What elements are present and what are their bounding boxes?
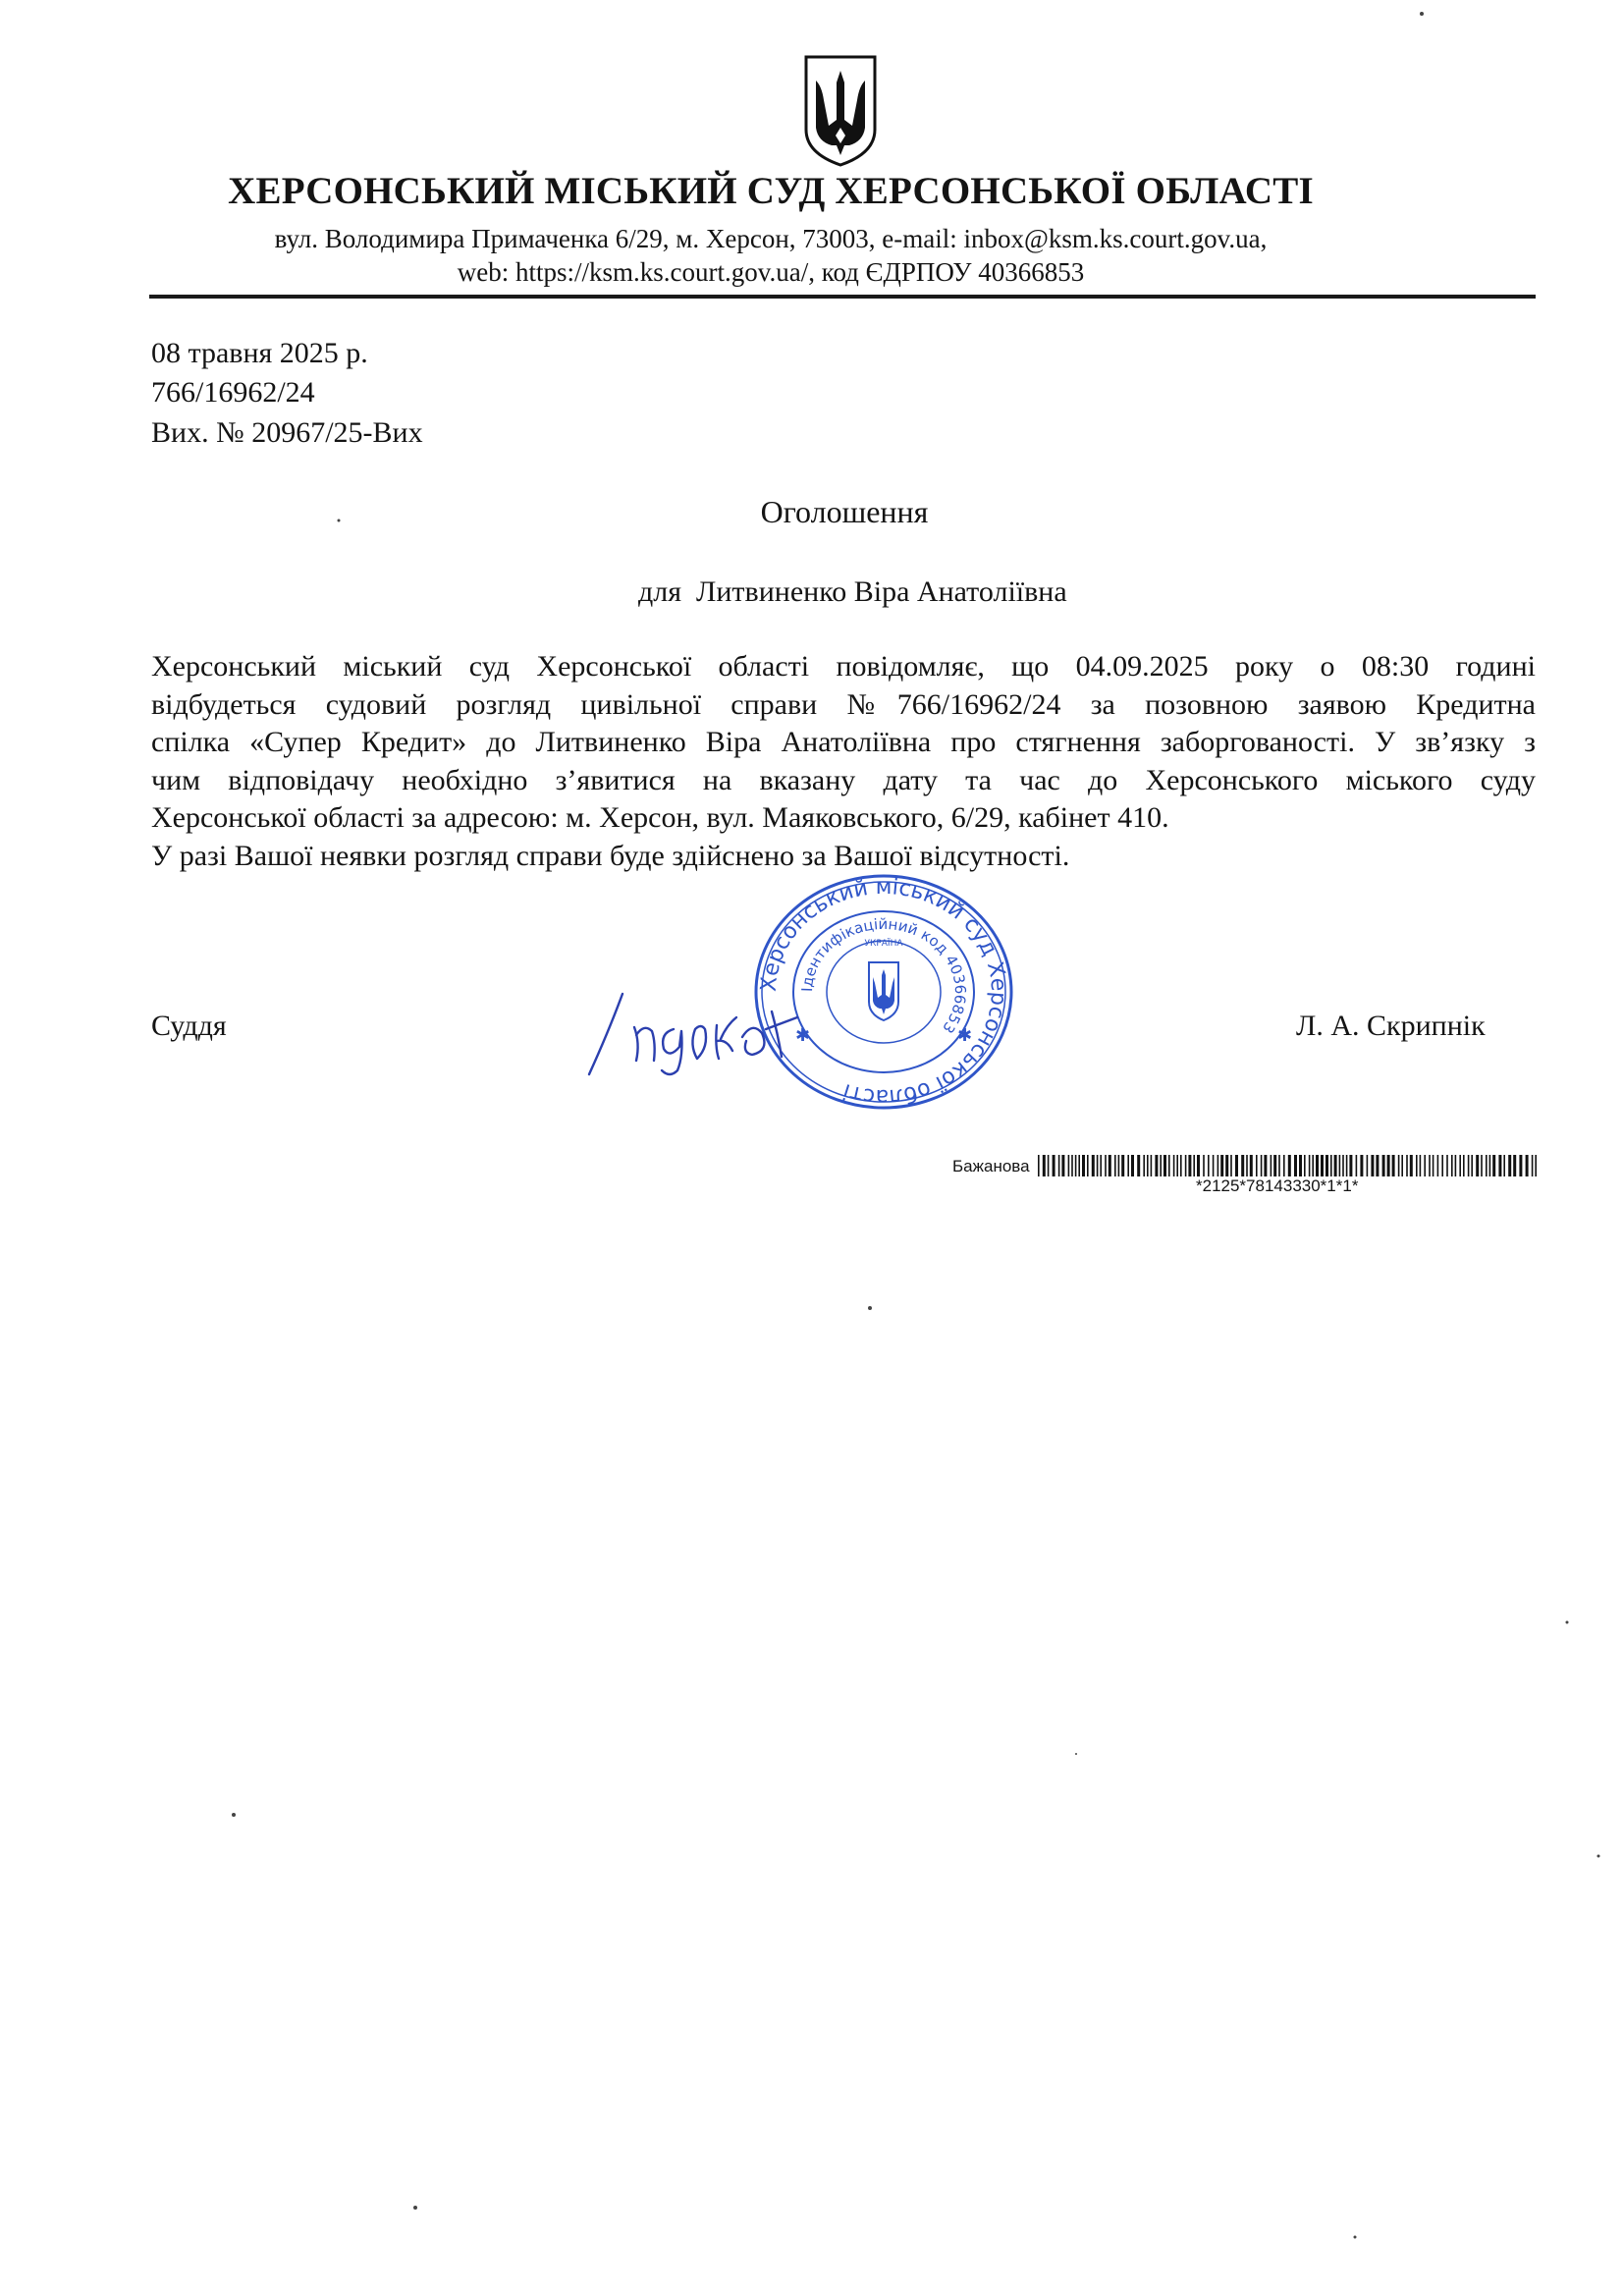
barcode-number: *2125*78143330*1*1* bbox=[1196, 1176, 1359, 1195]
judge-label: Суддя bbox=[151, 1010, 227, 1042]
notice-line: Херсонської області за адресою: м. Херсон, вул. Маяковського, 6/29, кабінет 410. bbox=[151, 801, 1169, 834]
notice-title: Оголошення bbox=[760, 494, 929, 529]
notice-closing: У разі Вашої неявки розгляд справи буде здійснено за Вашої відсутності. bbox=[151, 839, 1070, 872]
court-web-and-code: web: https://ksm.ks.court.gov.ua/, код ЄДРПОУ 40366853 bbox=[457, 257, 1085, 287]
operator-name: Бажанова bbox=[952, 1157, 1030, 1175]
notice-line: відбудеться судовий розгляд цивільної справи №766/16962/24 за позовною заявою Кредитна bbox=[151, 687, 1536, 721]
court-name-heading: ХЕРСОНСЬКИЙ МІСЬКИЙ СУД ХЕРСОНСЬКОЇ ОБЛАСТІ bbox=[228, 170, 1314, 212]
judge-name: Л. А. Скрипнік bbox=[1296, 1010, 1486, 1042]
notice-addressee: для Литвиненко Віра Анатоліївна bbox=[638, 575, 1067, 608]
case-number: 766/16962/24 bbox=[151, 376, 315, 409]
seal-inner-text: Ідентифікаційний код 40366853 bbox=[797, 914, 970, 1037]
outgoing-number: Вих. № 20967/25-Вих bbox=[151, 416, 423, 449]
svg-text:✱: ✱ bbox=[795, 1025, 811, 1046]
seal-small-text: УКРАЇНА bbox=[864, 939, 903, 949]
document-date: 08 травня 2025 р. bbox=[151, 337, 368, 369]
notice-line: спілка «Супер Кредит» до Литвиненко Віра Анатоліївна про стягнення заборгованості. У зв’язку з bbox=[151, 726, 1536, 758]
notice-line: Херсонський міський суд Херсонської області повідомляє, що 04.09.2025 року о 08:30 годині bbox=[151, 650, 1536, 683]
court-address: вул. Володимира Примаченка 6/29, м. Херсон, 73003, e-mail: inbox@ksm.ks.court.gov.ua, bbox=[274, 224, 1268, 253]
notice-line: чим відповідачу необхідно з’явитися на вказану дату та час до Херсонського міського суду bbox=[151, 763, 1536, 796]
seal-outer-text: Херсонський міський суд Херсонської області bbox=[756, 874, 1011, 1110]
svg-text:✱: ✱ bbox=[957, 1025, 973, 1046]
